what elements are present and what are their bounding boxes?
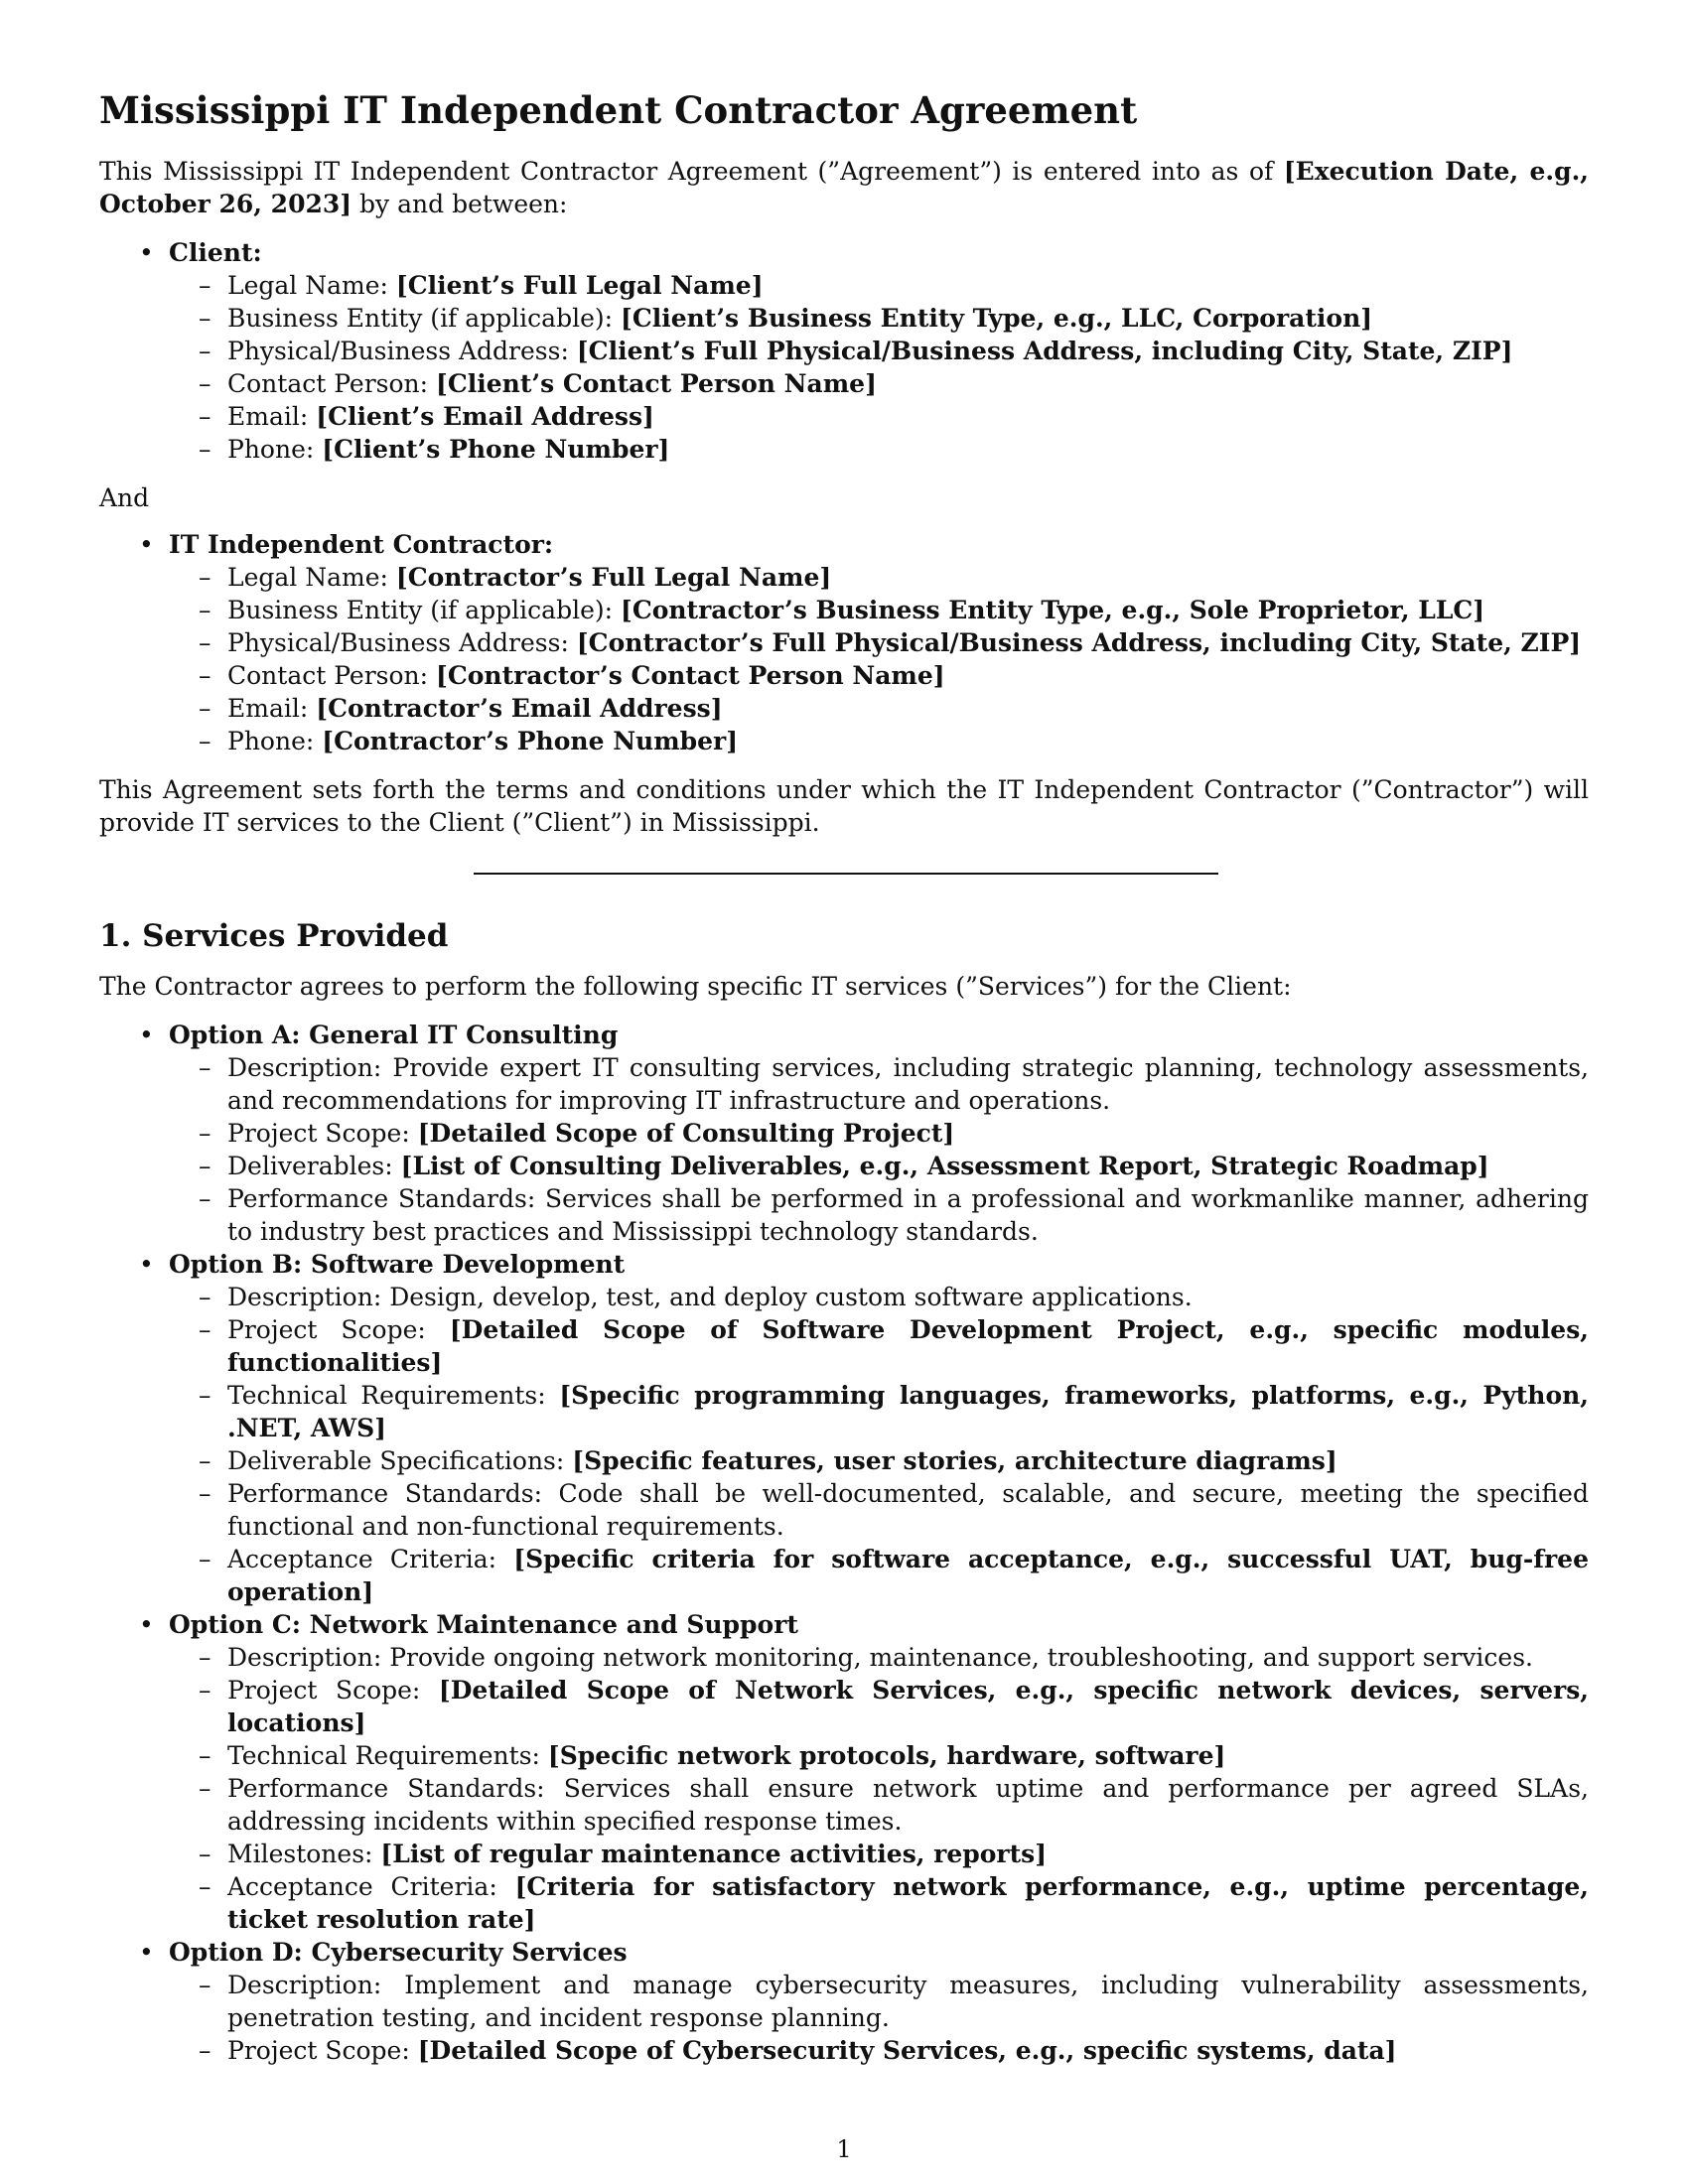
item-label: Project Scope: [227,1119,418,1148]
option-a-items [169,1051,1589,1248]
client-field-email [169,400,1589,433]
field-value: [Contractor’s Contact Person Name] [436,661,945,690]
option-item [169,1444,1589,1477]
option-item [169,1838,1589,1870]
item-label: Description: [227,1283,390,1311]
item-label: Performance Standards: [227,1479,559,1508]
field-label: Contact Person: [227,369,437,398]
intro-text: This Mississippi IT Independent Contractor Agreement (”Agreement”) is entered into as of [99,157,1284,186]
option-title: Option C: Network Maintenance and Support [169,1610,798,1639]
option-item [169,1870,1589,1936]
execution-date-placeholder: [Execution Date, e.g., October 26, 2023] [99,157,1589,218]
contractor-label: IT Independent Contractor: [169,530,554,559]
item-placeholder: [Detailed Scope of Cybersecurity Services, e.g., specific systems, data] [417,2036,1397,2065]
item-label: Description: [227,1053,393,1082]
item-placeholder: [Specific network protocols, hardware, software] [547,1741,1226,1770]
option-item [169,1739,1589,1772]
option-title: Option A: General IT Consulting [169,1021,619,1049]
document-title: Mississippi IT Independent Contractor Agreement [99,88,1138,132]
field-label: Business Entity (if applicable): [227,596,621,624]
client-fields [169,269,1589,466]
field-label: Phone: [227,435,323,464]
item-label: Project Scope: [227,1676,439,1705]
item-label: Project Scope: [227,2036,418,2065]
contractor-field-email [169,692,1589,725]
field-value: [Contractor’s Full Legal Name] [395,563,832,592]
item-text: Design, develop, test, and deploy custom software applications. [389,1283,1193,1311]
option-item [169,1674,1589,1739]
item-label: Project Scope: [227,1315,450,1344]
item-label: Technical Requirements: [227,1741,548,1770]
option-a [99,1019,1589,1248]
item-text: Provide ongoing network monitoring, maintenance, troubleshooting, and support services. [389,1643,1533,1672]
and-connector: And [99,483,150,512]
field-value: [Client’s Phone Number] [322,435,670,464]
item-placeholder: [Specific criteria for software acceptance, e.g., successful UAT, bug-free operation] [227,1545,1589,1606]
option-title: Option D: Cybersecurity Services [169,1938,628,1967]
client-field-business-entity [169,302,1589,335]
client-field-legal-name [169,269,1589,302]
field-label: Contact Person: [227,661,437,690]
item-label: Deliverables: [227,1152,401,1180]
field-value: [Contractor’s Phone Number] [322,727,739,755]
option-item [169,1051,1589,1117]
field-value: [Client’s Business Entity Type, e.g., LLC, Corporation] [620,304,1373,333]
client-field-address [169,335,1589,367]
option-item [169,1150,1589,1182]
purpose-paragraph: This Agreement sets forth the terms and conditions under which the IT Independent Contractor (”Contractor”) will provide IT services to the Client (”Client”) in Mississippi. [99,775,1589,837]
option-item [169,1969,1589,2034]
option-item [169,1313,1589,1379]
field-label: Legal Name: [227,563,396,592]
field-value: [Contractor’s Business Entity Type, e.g., Sole Proprietor, LLC] [620,596,1485,624]
option-item [169,1641,1589,1674]
document-page [99,87,1589,2083]
item-placeholder: [Detailed Scope of Network Services, e.g., specific network devices, servers, locations] [227,1676,1589,1737]
item-text: Services shall be performed in a professional and workmanlike manner, adhering to industry best practices and Mississippi technology standards. [227,1184,1589,1246]
item-placeholder: [Specific programming languages, frameworks, platforms, e.g., Python, .NET, AWS] [227,1381,1590,1442]
option-item [169,1182,1589,1248]
field-label: Business Entity (if applicable): [227,304,621,333]
option-d [99,1936,1589,2067]
client-party [99,236,1589,466]
intro-paragraph [99,155,1589,220]
option-d-items [169,1969,1589,2067]
section-1-heading: 1. Services Provided [99,918,449,954]
item-label: Technical Requirements: [227,1381,560,1410]
item-placeholder: [Criteria for satisfactory network performance, e.g., uptime percentage, ticket resolution rate] [227,1872,1589,1934]
option-item [169,1379,1589,1444]
client-list [99,236,1589,466]
section-divider [474,873,1218,875]
field-value: [Client’s Email Address] [316,402,654,431]
client-label: Client: [169,238,262,267]
option-item [169,1543,1589,1608]
client-field-phone [169,433,1589,466]
contractor-party [99,528,1589,757]
field-value: [Client’s Contact Person Name] [436,369,877,398]
option-title: Option B: Software Development [169,1250,626,1279]
option-b [99,1248,1589,1608]
section-1-intro: The Contractor agrees to perform the following specific IT services (”Services”) for the Client: [99,972,1292,1001]
item-placeholder: [List of Consulting Deliverables, e.g., Assessment Report, Strategic Roadmap] [400,1152,1489,1180]
field-value: [Contractor’s Full Physical/Business Address, including City, State, ZIP] [576,628,1582,657]
item-placeholder: [Detailed Scope of Consulting Project] [417,1119,955,1148]
field-label: Physical/Business Address: [227,628,577,657]
item-placeholder: [List of regular maintenance activities, reports] [380,1840,1048,1868]
field-label: Physical/Business Address: [227,337,577,365]
option-c-items [169,1641,1589,1936]
option-item [169,1477,1589,1543]
item-text: Implement and manage cybersecurity measures, including vulnerability assessments, penetration testing, and incident response planning. [227,1971,1589,2032]
contractor-list [99,528,1589,757]
item-text: Services shall ensure network uptime and performance per agreed SLAs, addressing incidents within specified response times. [227,1774,1589,1836]
contractor-field-business-entity [169,594,1589,626]
item-text: Provide expert IT consulting services, including strategic planning, technology assessments, and recommendations for improving IT infrastructure and operations. [227,1053,1590,1115]
field-label: Email: [227,694,317,723]
option-item [169,1772,1589,1838]
item-label: Milestones: [227,1840,381,1868]
contractor-field-phone [169,725,1589,757]
client-field-contact-person [169,367,1589,400]
item-label: Acceptance Criteria: [227,1872,515,1901]
contractor-field-legal-name [169,561,1589,594]
option-item [169,1117,1589,1150]
page-number: 1 [836,2135,852,2163]
field-value: [Client’s Full Legal Name] [395,271,764,300]
option-b-items [169,1281,1589,1608]
item-placeholder: [Detailed Scope of Software Development Project, e.g., specific modules, functionalities] [227,1315,1589,1377]
item-label: Performance Standards: [227,1184,546,1213]
option-item [169,1281,1589,1313]
item-label: Deliverable Specifications: [227,1446,573,1475]
item-label: Description: [227,1971,405,1999]
services-options-list [99,1019,1589,2067]
field-value: [Contractor’s Email Address] [316,694,723,723]
item-label: Performance Standards: [227,1774,564,1803]
option-c [99,1608,1589,1936]
field-label: Phone: [227,727,323,755]
item-label: Description: [227,1643,390,1672]
item-label: Acceptance Criteria: [227,1545,514,1573]
contractor-field-address [169,626,1589,659]
field-label: Legal Name: [227,271,396,300]
field-label: Email: [227,402,317,431]
item-text: Code shall be well-documented, scalable, and secure, meeting the specified functional and non-functional requirements. [227,1479,1589,1541]
contractor-fields [169,561,1589,757]
item-placeholder: [Specific features, user stories, architecture diagrams] [572,1446,1337,1475]
field-value: [Client’s Full Physical/Business Address, including City, State, ZIP] [576,337,1513,365]
option-item [169,2034,1589,2067]
intro-suffix: by and between: [352,190,568,218]
contractor-field-contact-person [169,659,1589,692]
